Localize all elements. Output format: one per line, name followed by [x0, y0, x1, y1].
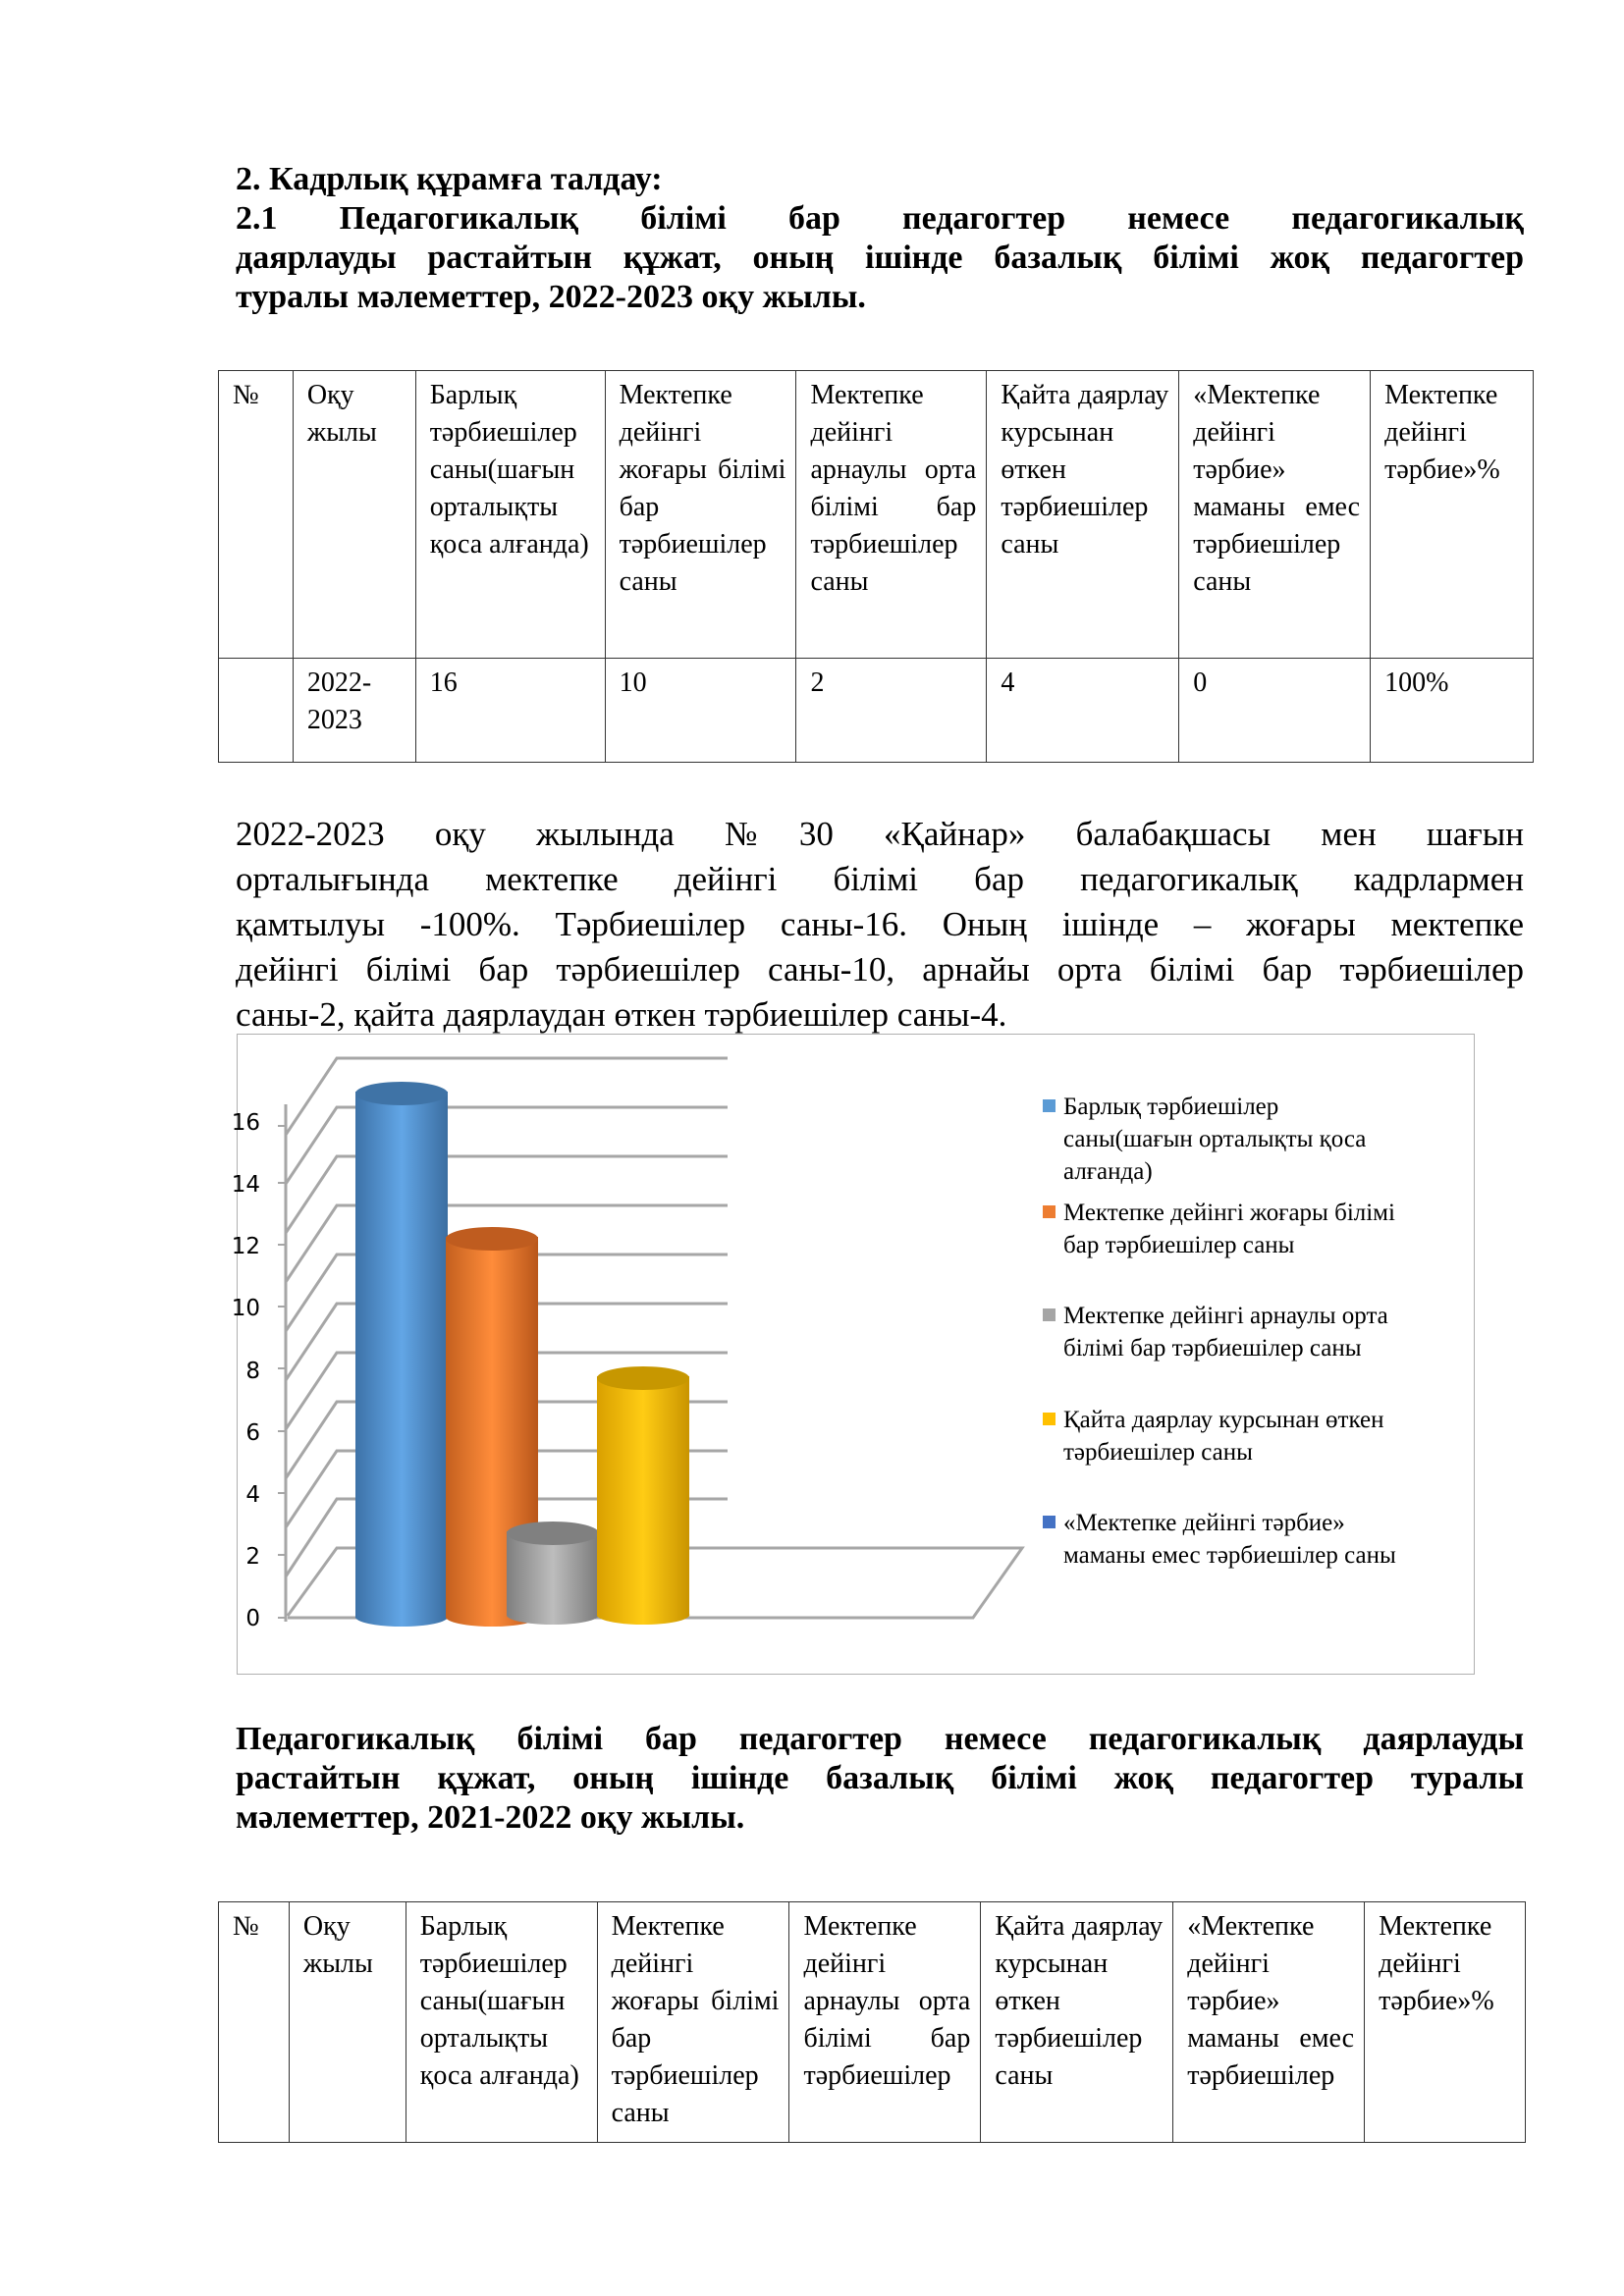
y-tick-label: 8: [245, 1359, 260, 1384]
legend-swatch-icon: [1043, 1205, 1056, 1218]
paragraph-line: дейінгі білімі бар тәрбиешілер саны-10, арнайы орта білімі бар тәрбиешілер: [236, 950, 1524, 988]
header-cell: Қайта даярлау курсынан өткен тәрбиешілер саны: [987, 371, 1179, 659]
bar-retraining: [597, 1366, 689, 1625]
table-cell: 10: [605, 659, 796, 763]
legend-label: [1063, 1197, 1395, 1261]
legend-label-line: Мектепке дейінгі жоғары білімі: [1063, 1200, 1395, 1226]
legend-label: [1063, 1300, 1388, 1364]
second-table-heading: [236, 1720, 1524, 1838]
legend-label-line: саны(шағын орталықты қоса: [1063, 1126, 1367, 1152]
legend-label-line: Барлық тәрбиешілер: [1063, 1094, 1279, 1120]
header-cell: Оқу жылы: [293, 371, 415, 659]
y-tick-label: 16: [231, 1110, 260, 1136]
legend-label-line: маманы емес тәрбиешілер саны: [1063, 1542, 1396, 1569]
y-tick-label: 0: [245, 1606, 260, 1631]
header-cell: №: [219, 371, 294, 659]
table-cell: 2022-2023: [293, 659, 415, 763]
subsection-heading-line: даярлауды растайтын құжат, оның ішінде базалық білімі жоқ педагогтер: [236, 240, 1524, 276]
legend-swatch-icon: [1043, 1413, 1056, 1425]
legend-label: [1063, 1091, 1366, 1188]
header-cell: Мектепке дейінгі жоғары білімі бар тәрбиешілер саны: [605, 371, 796, 659]
staff-table-2021-2022: [218, 1901, 1526, 2143]
subsection-heading-line: туралы мәлеметтер, 2022-2023 оқу жылы.: [236, 279, 866, 315]
table-cell: 2: [796, 659, 987, 763]
table-cell: 4: [987, 659, 1179, 763]
legend-item: [1043, 1300, 1455, 1364]
paragraph-line: орталығында мектепке дейінгі білімі бар педагогикалық кадрлармен: [236, 860, 1524, 898]
header-cell: Мектепке дейінгі жоғары білімі бар тәрбиешілер саны: [597, 1902, 789, 2143]
y-tick-label: 6: [245, 1420, 260, 1446]
legend-label-line: Мектепке дейінгі арнаулы орта: [1063, 1303, 1388, 1329]
legend-label-line: білімі бар тәрбиешілер саны: [1063, 1335, 1362, 1362]
legend-item: [1043, 1507, 1455, 1572]
legend-label-line: Қайта даярлау курсынан өткен: [1063, 1407, 1384, 1433]
legend-swatch-icon: [1043, 1099, 1056, 1112]
bar-total-teachers: [355, 1082, 448, 1627]
legend-label-line: тәрбиешілер саны: [1063, 1439, 1253, 1466]
header-cell: Оқу жылы: [289, 1902, 406, 2143]
legend-item: [1043, 1091, 1455, 1188]
table-cell: 100%: [1371, 659, 1534, 763]
legend-label: [1063, 1404, 1383, 1468]
header-cell: Барлық тәрбиешілер саны(шағын орталықты қоса алғанда): [406, 1902, 597, 2143]
header-cell: №: [219, 1902, 290, 2143]
section-heading-text: 2. Кадрлық құрамға талдау:: [236, 161, 663, 197]
legend-label-line: «Мектепке дейінгі тәрбие»: [1063, 1510, 1345, 1536]
heading-line: мәлеметтер, 2021-2022 оқу жылы.: [236, 1799, 745, 1836]
legend-label-line: бар тәрбиешілер саны: [1063, 1232, 1295, 1258]
bar-special-secondary: [507, 1522, 599, 1625]
legend-label-line: алғанда): [1063, 1158, 1153, 1185]
y-tick-label: 10: [231, 1296, 260, 1321]
header-cell: «Мектепке дейінгі тәрбие» маманы емес тәрбиешілер саны: [1179, 371, 1371, 659]
paragraph-line: қамтылуы -100%. Тәрбиешілер саны-16. Оның ішінде – жоғары мектепке: [236, 905, 1524, 943]
paragraph-line: 2022-2023 оқу жылында №30 «Қайнар» балабақшасы мен шағын: [236, 815, 1524, 853]
table-cell: 0: [1179, 659, 1371, 763]
y-axis-labels: [232, 1110, 260, 1631]
legend-item: [1043, 1404, 1455, 1468]
heading-line: растайтын құжат, оның ішінде базалық білімі жоқ педагогтер туралы: [236, 1760, 1524, 1796]
y-tick-label: 2: [245, 1544, 260, 1570]
table-cell: 16: [415, 659, 605, 763]
legend-label: [1063, 1507, 1396, 1572]
header-cell: Барлық тәрбиешілер саны(шағын орталықты қоса алғанда): [415, 371, 605, 659]
header-cell: Мектепке дейінгі арнаулы орта білімі бар тәрбиешілер: [789, 1902, 981, 2143]
y-tick-label: 4: [245, 1482, 260, 1508]
y-tick-label: 14: [231, 1172, 260, 1198]
legend-swatch-icon: [1043, 1308, 1056, 1321]
header-cell: Мектепке дейінгі тәрбие»%: [1371, 371, 1534, 659]
paragraph-line: саны-2, қайта даярлаудан өткен тәрбиешілер саны-4.: [236, 995, 1007, 1034]
header-cell: Мектепке дейінгі тәрбие»%: [1365, 1902, 1526, 2143]
table-header-row: [219, 1902, 1526, 2143]
subsection-heading-line: 2.1 Педагогикалық білімі бар педагогтер немесе педагогикалық: [236, 200, 1524, 237]
y-tick-label: 12: [231, 1234, 260, 1259]
legend-swatch-icon: [1043, 1516, 1056, 1528]
header-cell: «Мектепке дейінгі тәрбие» маманы емес тәрбиешілер: [1173, 1902, 1365, 2143]
header-cell: Қайта даярлау курсынан өткен тәрбиешілер саны: [981, 1902, 1173, 2143]
heading-line: Педагогикалық білімі бар педагогтер немесе педагогикалық даярлауды: [236, 1721, 1524, 1757]
header-cell: Мектепке дейінгі арнаулы орта білімі бар тәрбиешілер саны: [796, 371, 987, 659]
legend-item: [1043, 1197, 1455, 1261]
